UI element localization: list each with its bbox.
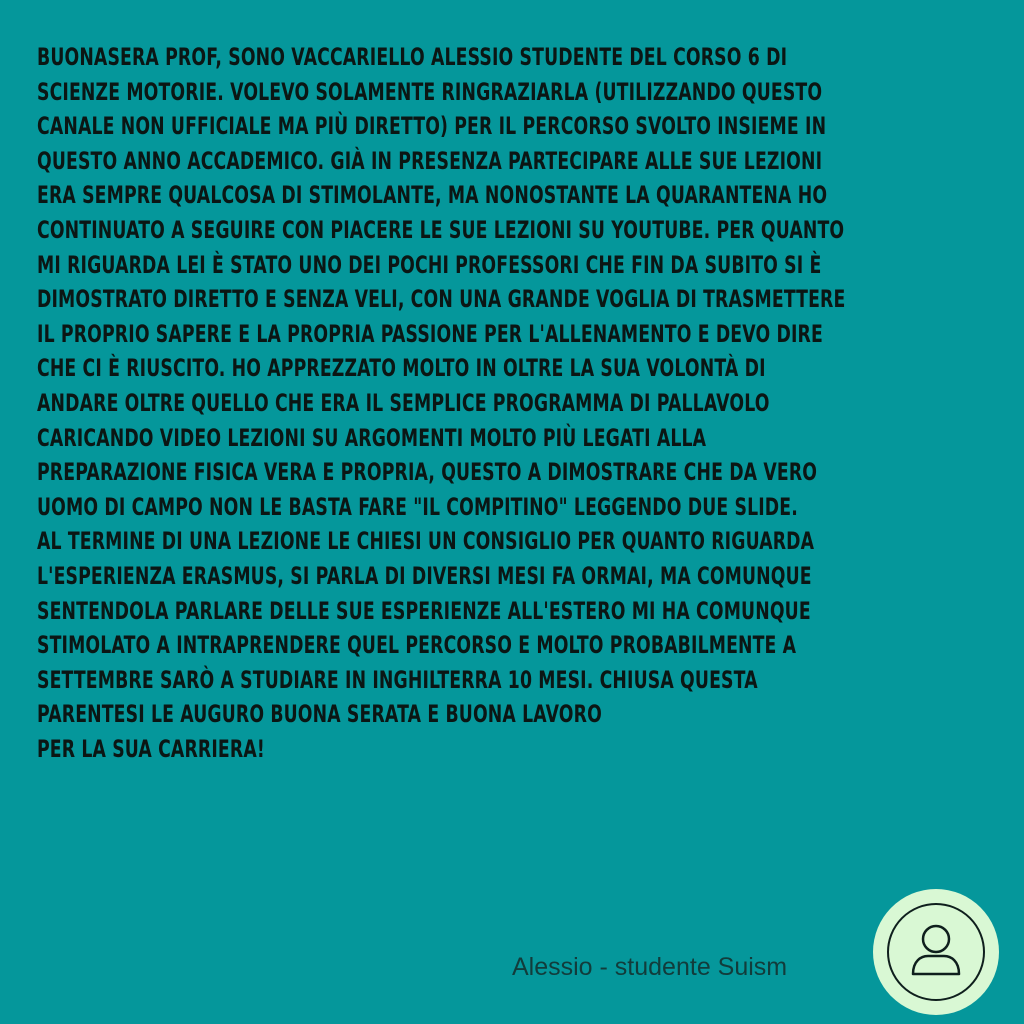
message-line: PER LA SUA CARRIERA!	[37, 734, 265, 763]
user-icon	[873, 889, 999, 1015]
message-line: UOMO DI CAMPO NON LE BASTA FARE "IL COMPITINO" LEGGENDO DUE SLIDE.	[37, 492, 798, 521]
avatar-badge	[873, 889, 999, 1015]
message-line: IL PROPRIO SAPERE E LA PROPRIA PASSIONE PER L'ALLENAMENTO E DEVO DIRE	[37, 319, 823, 348]
message-line: DIMOSTRATO DIRETTO E SENZA VELI, CON UNA GRANDE VOGLIA DI TRASMETTERE	[37, 285, 846, 314]
message-line: QUESTO ANNO ACCADEMICO. GIÀ IN PRESENZA PARTECIPARE ALLE SUE LEZIONI	[37, 146, 823, 175]
message-line: ERA SEMPRE QUALCOSA DI STIMOLANTE, MA NONOSTANTE LA QUARANTENA HO	[37, 181, 828, 210]
message-line: SETTEMBRE SARÒ A STUDIARE IN INGHILTERRA 10 MESI. CHIUSA QUESTA	[37, 665, 758, 694]
message-line: CARICANDO VIDEO LEZIONI SU ARGOMENTI MOLTO PIÙ LEGATI ALLA	[37, 423, 707, 452]
message-line: ANDARE OLTRE QUELLO CHE ERA IL SEMPLICE PROGRAMMA DI PALLAVOLO	[37, 388, 770, 417]
message-line: PREPARAZIONE FISICA VERA E PROPRIA, QUESTO A DIMOSTRARE CHE DA VERO	[37, 458, 818, 487]
message-line: MI RIGUARDA LEI È STATO UNO DEI POCHI PROFESSORI CHE FIN DA SUBITO SI È	[37, 250, 822, 279]
message-line: SENTENDOLA PARLARE DELLE SUE ESPERIENZE ALL'ESTERO MI HA COMUNQUE	[37, 596, 811, 625]
signature: Alessio - studente Suism	[512, 953, 788, 981]
message-line: BUONASERA PROF, SONO VACCARIELLO ALESSIO STUDENTE DEL CORSO 6 DI	[37, 43, 788, 71]
message-line: STIMOLATO A INTRAPRENDERE QUEL PERCORSO E MOLTO PROBABILMENTE A	[37, 631, 797, 660]
message-line: SCIENZE MOTORIE. VOLEVO SOLAMENTE RINGRAZIARLA (UTILIZZANDO QUESTO	[37, 77, 823, 106]
message-line: AL TERMINE DI UNA LEZIONE LE CHIESI UN CONSIGLIO PER QUANTO RIGUARDA	[37, 527, 815, 556]
message-line: CONTINUATO A SEGUIRE CON PIACERE LE SUE LEZIONI SU YOUTUBE. PER QUANTO	[37, 215, 845, 244]
message-line: PARENTESI LE AUGURO BUONA SERATA E BUONA LAVORO	[37, 700, 602, 729]
message-line: CHE CI È RIUSCITO. HO APPREZZATO MOLTO IN OLTRE LA SUA VOLONTÀ DI	[37, 354, 766, 383]
message-line: CANALE NON UFFICIALE MA PIÙ DIRETTO) PER IL PERCORSO SVOLTO INSIEME IN	[37, 112, 827, 141]
message-body	[37, 40, 997, 766]
message-line: L'ESPERIENZA ERASMUS, SI PARLA DI DIVERSI MESI FA ORMAI, MA COMUNQUE	[37, 561, 812, 590]
